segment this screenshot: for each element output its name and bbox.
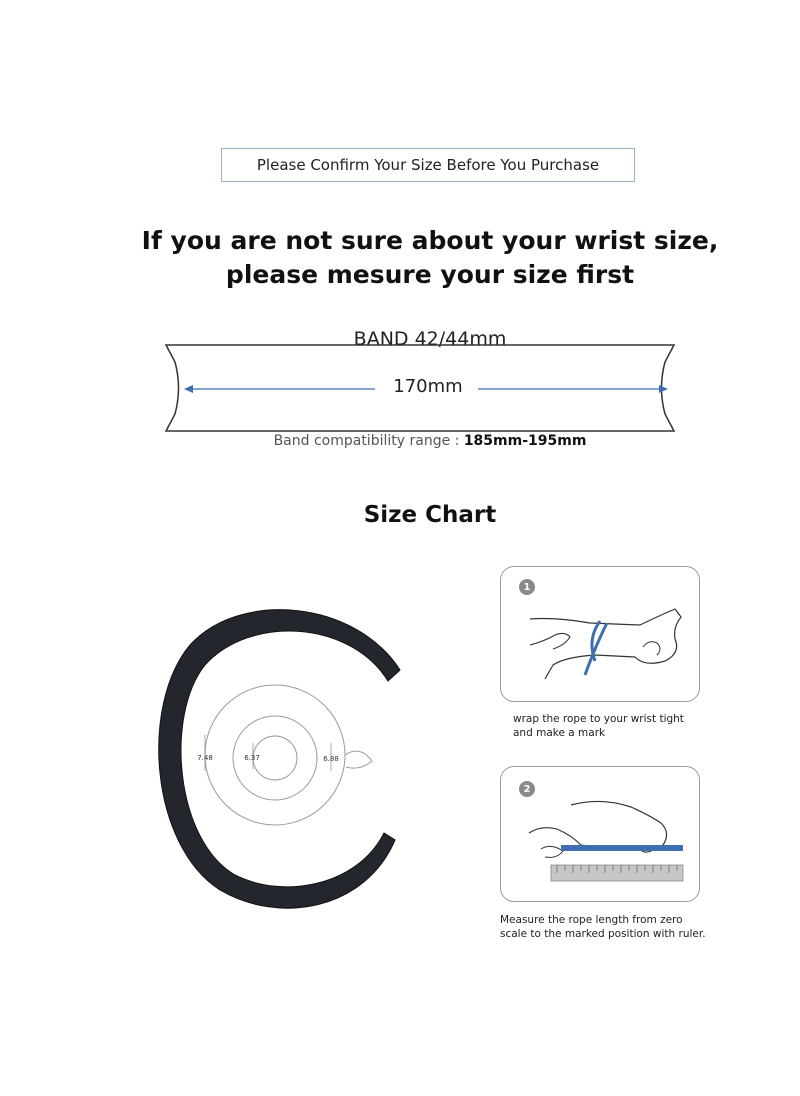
confirm-size-banner (221, 148, 635, 182)
band-length-label: 170mm (378, 376, 478, 397)
step-2-caption-line-2: scale to the marked position with ruler. (500, 928, 706, 940)
ring-size-label-3: 6.88 (323, 755, 339, 763)
headline (100, 224, 760, 292)
headline-line-2: please mesure your size first (225, 260, 635, 289)
step-2-caption-line-1: Measure the rope length from zero (500, 914, 683, 926)
compatibility-range (160, 433, 700, 449)
compat-prefix: Band compatibility range : (273, 433, 460, 449)
band-size-label: BAND 42/44mm (353, 328, 507, 350)
measure-arrow-right (659, 385, 668, 393)
compat-range-value: 185mm-195mm (463, 433, 587, 449)
step-2-panel (500, 766, 700, 902)
step-2-number: 2 (519, 781, 535, 797)
step-1-number: 1 (519, 579, 535, 595)
measure-arrow-left (184, 385, 193, 393)
step-1-caption-line-1: wrap the rope to your wrist tight (513, 713, 684, 725)
ring-size-label-1: 7.48 (197, 754, 213, 762)
step-1-caption (513, 712, 684, 740)
ruler-strip (551, 865, 683, 881)
band-ring-illustration (150, 595, 410, 925)
ruler-measure-illustration (521, 785, 691, 895)
confirm-size-text: Please Confirm Your Size Before You Purchase (256, 156, 600, 174)
step-1-caption-line-2: and make a mark (513, 727, 606, 739)
step-2-caption (500, 913, 706, 941)
headline-line-1: If you are not sure about your wrist size, (141, 226, 719, 255)
size-chart-title: Size Chart (363, 502, 497, 528)
wrist-wrap-illustration (525, 587, 685, 687)
rope-strip (561, 845, 683, 851)
ring-size-label-2: 6.37 (244, 754, 260, 762)
step-1-panel (500, 566, 700, 702)
ring-clasp-bump (345, 751, 372, 768)
